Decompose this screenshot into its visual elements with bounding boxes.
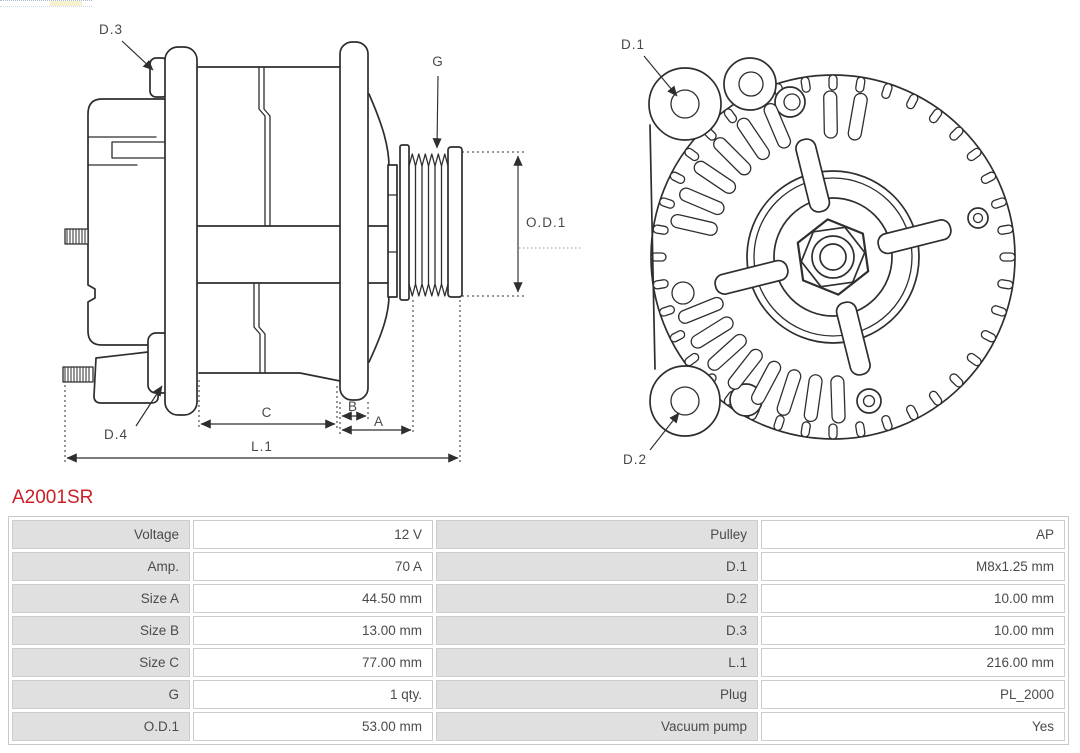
spec-label: D.3 xyxy=(436,616,758,645)
label-d2: D.2 xyxy=(622,452,648,467)
label-od1: O.D.1 xyxy=(526,215,567,230)
table-row xyxy=(12,648,1065,677)
callout-arrow-d3 xyxy=(122,41,153,70)
spec-label: G xyxy=(12,680,190,709)
table-row xyxy=(12,552,1065,581)
spec-value: 216.00 mm xyxy=(761,648,1065,677)
pulley xyxy=(400,145,462,300)
label-g: G xyxy=(432,54,444,69)
spec-value: 44.50 mm xyxy=(193,584,433,613)
spec-value: 12 V xyxy=(193,520,433,549)
mid-left-hole xyxy=(672,282,694,304)
table-row xyxy=(12,520,1065,549)
right-tab xyxy=(968,208,988,228)
spec-label: D.2 xyxy=(436,584,758,613)
spec-label: Size B xyxy=(12,616,190,645)
spec-label: L.1 xyxy=(436,648,758,677)
spec-label: Voltage xyxy=(12,520,190,549)
spec-value: 70 A xyxy=(193,552,433,581)
spec-value: M8x1.25 mm xyxy=(761,552,1065,581)
spec-label: D.1 xyxy=(436,552,758,581)
spec-value: 77.00 mm xyxy=(193,648,433,677)
label-d4: D.4 xyxy=(103,427,129,442)
spec-value: 13.00 mm xyxy=(193,616,433,645)
spec-value: 53.00 mm xyxy=(193,712,433,741)
rear-bracket-flange xyxy=(165,47,197,415)
spec-value: PL_2000 xyxy=(761,680,1065,709)
label-dim-a: A xyxy=(373,414,385,429)
spec-label: Size A xyxy=(12,584,190,613)
front-view-diagram xyxy=(588,12,1018,468)
spec-label: Pulley xyxy=(436,520,758,549)
spec-label: Plug xyxy=(436,680,758,709)
part-number: A2001SR xyxy=(12,487,94,508)
label-dim-b: B xyxy=(347,399,359,414)
shaft xyxy=(388,165,397,297)
front-bracket-flange xyxy=(340,42,368,400)
table-row xyxy=(12,584,1065,613)
label-dim-l1: L.1 xyxy=(251,439,273,454)
label-d1: D.1 xyxy=(620,37,646,52)
spec-label: Vacuum pump xyxy=(436,712,758,741)
table-row xyxy=(12,680,1065,709)
screenshot-edge-artifact xyxy=(0,0,92,7)
spec-label: Amp. xyxy=(12,552,190,581)
spec-table xyxy=(8,516,1069,745)
spec-value: 1 qty. xyxy=(193,680,433,709)
callout-arrow-g xyxy=(437,76,438,148)
spec-label: Size C xyxy=(12,648,190,677)
label-dim-c: C xyxy=(261,405,273,420)
spec-value: Yes xyxy=(761,712,1065,741)
bottom-right-tab xyxy=(857,389,881,413)
table-row xyxy=(12,616,1065,645)
table-row xyxy=(12,712,1065,741)
spec-value: 10.00 mm xyxy=(761,616,1065,645)
spec-value: 10.00 mm xyxy=(761,584,1065,613)
side-view-diagram xyxy=(38,8,583,478)
spec-label: O.D.1 xyxy=(12,712,190,741)
rear-housing-outline xyxy=(88,99,166,345)
label-d3: D.3 xyxy=(98,22,124,37)
spec-value: AP xyxy=(761,520,1065,549)
thread-hatching xyxy=(65,229,89,382)
